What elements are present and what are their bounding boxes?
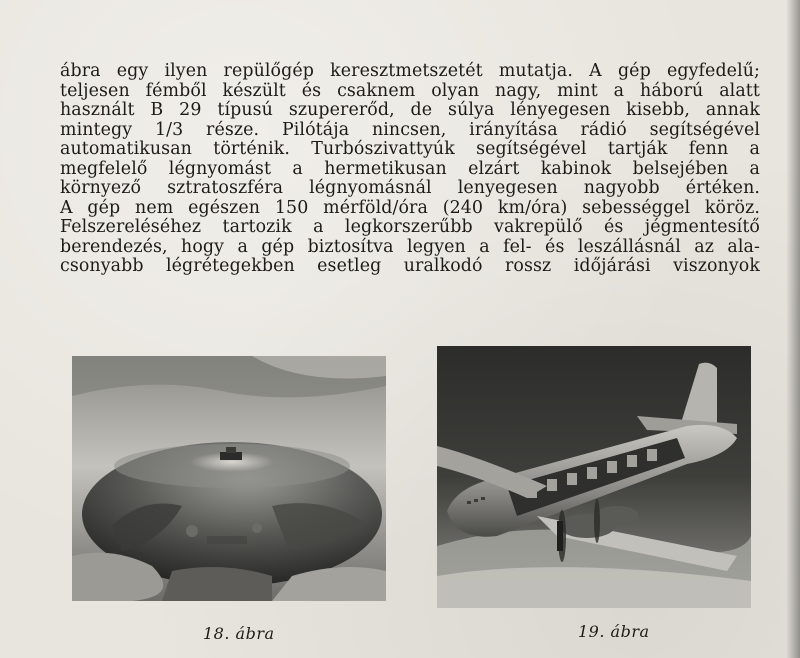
text-line: megfelelő légnyomást a hermetikusan elzárt kabinok belsejében a: [60, 158, 760, 179]
text-line: automatikusan történik. Turbószivattyúk segítségével tartják fenn a: [60, 139, 760, 159]
text-line: berendezés, hogy a gép biztosítva legyen a fel- és leszállásnál az ala-: [60, 236, 760, 257]
text-line: ábra egy ilyen repülőgép keresztmetszetét mutatja. A gép egyfedelű;: [60, 61, 760, 81]
airliner-cutaway-illustration: [437, 346, 751, 608]
dome-city-illustration: [72, 356, 386, 601]
figure-19-airliner: [437, 346, 751, 608]
page-edge-shadow: [786, 0, 800, 658]
figure-18-dome-city: [72, 356, 386, 601]
figure-19-caption: 19. ábra: [578, 622, 650, 641]
text-line: használt B 29 típusú szupererőd, de súlya lényegesen kisebb, annak: [60, 100, 760, 120]
figure-18-caption: 18. ábra: [203, 624, 275, 643]
text-line: Felszereléséhez tartozik a legkorszerűbb vakrepülő és jégmentesítő: [60, 217, 760, 237]
text-line: csonyabb légrétegekben esetleg uralkodó rossz időjárási viszonyok: [60, 256, 760, 276]
text-line: A gép nem egészen 150 mérföld/óra (240 km/óra) sebességgel köröz.: [60, 197, 760, 218]
text-line: teljesen fémből készült és csaknem olyan nagy, mint a háború alatt: [60, 80, 760, 101]
body-text: [60, 62, 760, 277]
text-line: környező sztratoszféra légnyomásnál lenyegesen nagyobb értéken.: [60, 178, 760, 198]
text-line: mintegy 1/3 része. Pilótája nincsen, irányítása rádió segítségével: [60, 119, 760, 140]
